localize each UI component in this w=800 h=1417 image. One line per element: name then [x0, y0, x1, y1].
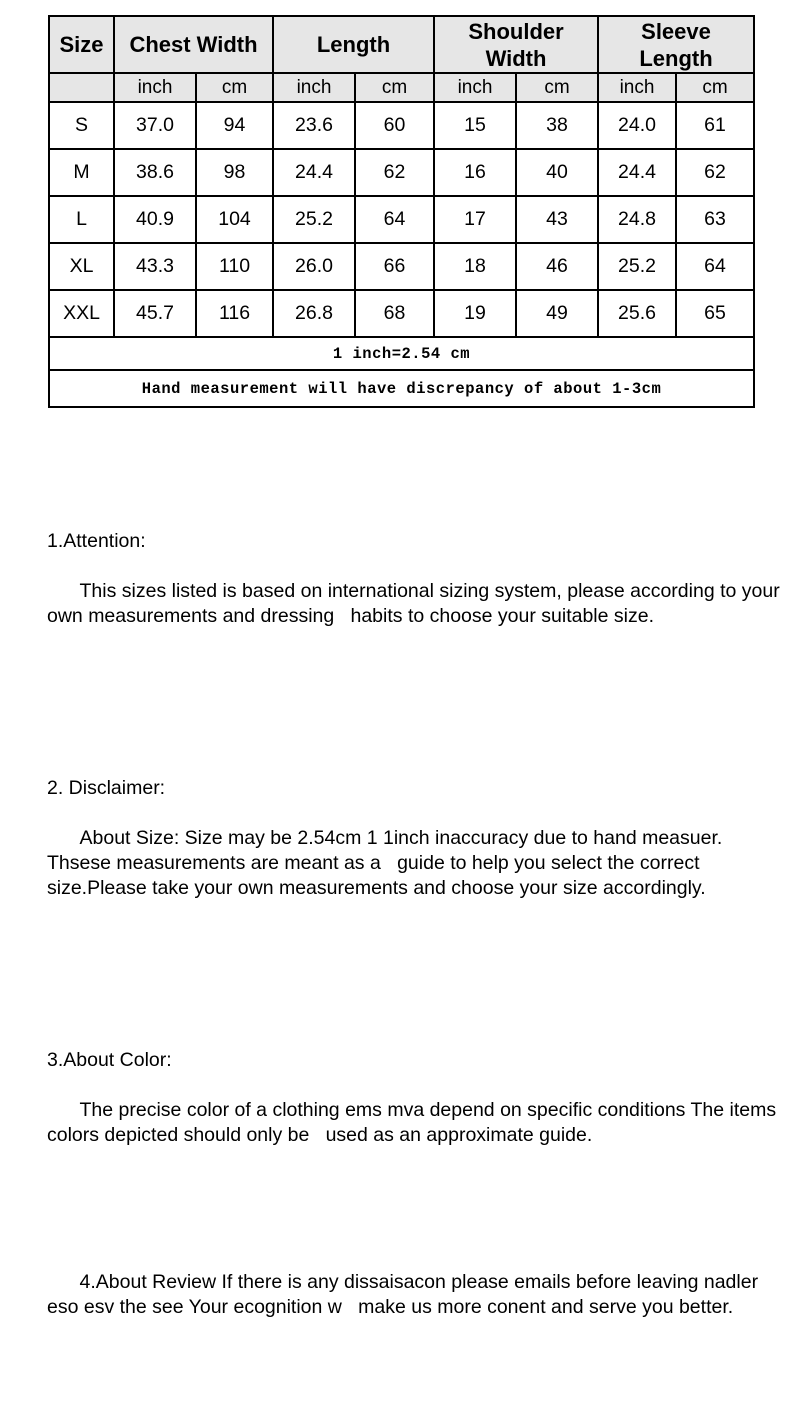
unit-header-length-cm: cm	[355, 73, 434, 102]
value-cell: 64	[676, 243, 754, 290]
size-chart-table	[48, 15, 755, 408]
value-cell: 26.0	[273, 243, 355, 290]
col-header-shoulder-width	[434, 16, 598, 73]
value-cell: 64	[355, 196, 434, 243]
size-cell: XL	[49, 243, 114, 290]
value-cell: 40	[516, 149, 598, 196]
value-cell: 65	[676, 290, 754, 337]
attention-paragraph	[47, 479, 787, 654]
value-cell: 25.2	[598, 243, 676, 290]
disclaimer-heading: 2. Disclaimer:	[47, 777, 166, 799]
header-group-row	[49, 16, 754, 73]
value-cell: 60	[355, 102, 434, 149]
unit-header-shoulder-cm: cm	[516, 73, 598, 102]
about-color-paragraph	[47, 998, 787, 1173]
inch-conversion-note: 1 inch=2.54 cm	[49, 337, 754, 370]
value-cell: 24.4	[273, 149, 355, 196]
col-header-chest-width: Chest Width	[114, 16, 273, 73]
value-cell: 25.2	[273, 196, 355, 243]
unit-header-chest-cm: cm	[196, 73, 273, 102]
value-cell: 94	[196, 102, 273, 149]
value-cell: 23.6	[273, 102, 355, 149]
about-color-body: The precise color of a clothing ems mva depend on specific conditions The items colors depicted should only be used as an approximate guide.	[47, 1099, 782, 1146]
size-cell: XXL	[49, 290, 114, 337]
value-cell: 43	[516, 196, 598, 243]
value-cell: 116	[196, 290, 273, 337]
col-header-sleeve-length-label: Sleeve Length	[639, 18, 713, 71]
value-cell: 43.3	[114, 243, 196, 290]
col-header-size: Size	[49, 16, 114, 73]
unit-header-row	[49, 73, 754, 102]
unit-header-length-inch: inch	[273, 73, 355, 102]
unit-header-chest-inch: inch	[114, 73, 196, 102]
col-header-shoulder-width-label: Shoulder Width	[468, 18, 564, 71]
value-cell: 26.8	[273, 290, 355, 337]
note-row-hand-measurement	[49, 370, 754, 407]
value-cell: 16	[434, 149, 516, 196]
value-cell: 40.9	[114, 196, 196, 243]
value-cell: 110	[196, 243, 273, 290]
value-cell: 63	[676, 196, 754, 243]
size-cell: L	[49, 196, 114, 243]
value-cell: 61	[676, 102, 754, 149]
value-cell: 24.4	[598, 149, 676, 196]
attention-body: This sizes listed is based on international sizing system, please according to your own measurements and dressing habits to choose your suitable size.	[47, 580, 786, 627]
value-cell: 17	[434, 196, 516, 243]
about-review-paragraph	[47, 1245, 787, 1345]
unit-header-sleeve-cm: cm	[676, 73, 754, 102]
info-text-block	[47, 429, 787, 1417]
size-cell: M	[49, 149, 114, 196]
value-cell: 104	[196, 196, 273, 243]
hand-measurement-note: Hand measurement will have discrepancy of about 1-3cm	[49, 370, 754, 407]
value-cell: 15	[434, 102, 516, 149]
value-cell: 24.0	[598, 102, 676, 149]
unit-header-sleeve-inch: inch	[598, 73, 676, 102]
value-cell: 66	[355, 243, 434, 290]
size-row-xl	[49, 243, 754, 290]
size-row-s	[49, 102, 754, 149]
col-header-length: Length	[273, 16, 434, 73]
value-cell: 24.8	[598, 196, 676, 243]
about-review-body: 4.About Review If there is any dissaisacon please emails before leaving nadler eso esv the see Your ecognition w make us more conent and serve you better.	[47, 1271, 764, 1318]
value-cell: 37.0	[114, 102, 196, 149]
value-cell: 45.7	[114, 290, 196, 337]
unit-header-empty	[49, 73, 114, 102]
size-row-l	[49, 196, 754, 243]
value-cell: 25.6	[598, 290, 676, 337]
value-cell: 38.6	[114, 149, 196, 196]
size-row-m	[49, 149, 754, 196]
about-color-heading: 3.About Color:	[47, 1049, 172, 1071]
value-cell: 18	[434, 243, 516, 290]
value-cell: 46	[516, 243, 598, 290]
note-row-inch-conversion	[49, 337, 754, 370]
size-cell: S	[49, 102, 114, 149]
attention-heading: 1.Attention:	[47, 530, 146, 552]
value-cell: 62	[355, 149, 434, 196]
value-cell: 19	[434, 290, 516, 337]
value-cell: 38	[516, 102, 598, 149]
unit-header-shoulder-inch: inch	[434, 73, 516, 102]
value-cell: 49	[516, 290, 598, 337]
value-cell: 98	[196, 149, 273, 196]
disclaimer-paragraph	[47, 726, 787, 926]
disclaimer-body: About Size: Size may be 2.54cm 1 1inch inaccuracy due to hand measuer. Thsese measurements are meant as a guide to help you select the correct size.Please take your own measurements and choose your size accordingly.	[47, 827, 728, 899]
value-cell: 68	[355, 290, 434, 337]
col-header-sleeve-length	[598, 16, 754, 73]
value-cell: 62	[676, 149, 754, 196]
size-row-xxl	[49, 290, 754, 337]
